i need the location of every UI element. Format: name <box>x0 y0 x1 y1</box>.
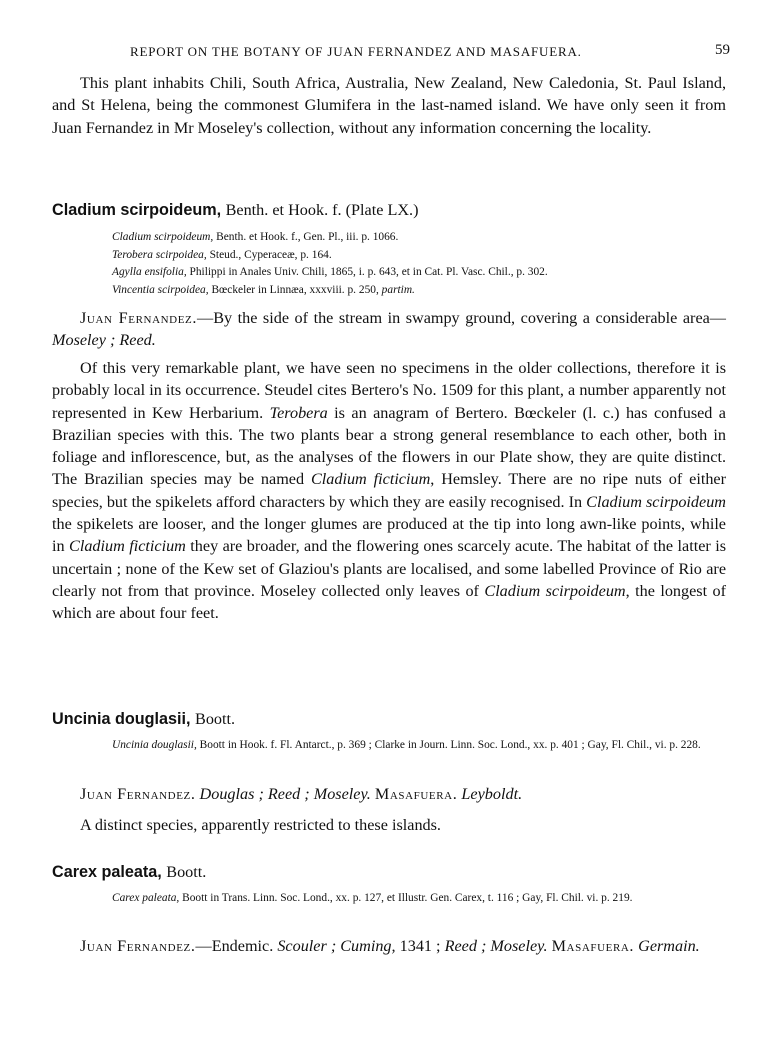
synonym-entry: Carex paleata, Boott in Trans. Linn. Soc. Lond., xx. p. 127, et Illustr. Gen. Carex, t. 116 ; Gay, Fl. Chil. vi. p. 219. <box>112 892 633 904</box>
page-number: 59 <box>715 42 730 58</box>
text-run: , Hemsley. There are no ripe nuts of either species, but the spikelets afford characters by which they are easily recognised. In <box>52 470 726 511</box>
species-heading-carex <box>52 863 206 882</box>
italic-taxon: Terobera <box>269 403 328 422</box>
locality-cladium: Juan Fernandez.—By the side of the stream in swampy ground, covering a considerable area—Moseley ; Reed. <box>52 309 726 350</box>
text-run: is an anagram of Bertero. Bœckeler (l. c.) has confused a Brazilian species with this. The two plants bear a strong general resemblance to each other, both in foliage and inflorescence, but, as the analyses of the flowers in our Plate show, they are quite distinct. The Brazilian species may be named <box>52 403 726 489</box>
locality-uncinia: Juan Fernandez. Douglas ; Reed ; Moseley. Masafuera. Leyboldt. <box>80 785 523 803</box>
synonym-entry: Vincentia scirpoidea, Bœckeler in Linnæa, xxxviii. p. 250, partim. <box>112 283 415 296</box>
synonym-entry: Cladium scirpoideum, Benth. et Hook. f., Gen. Pl., iii. p. 1066. <box>112 231 399 243</box>
text-run: the spikelets are looser, and the longer glumes are produced at the tip into long awn-like points, while in <box>52 515 726 556</box>
species-name: Uncinia douglasii, <box>52 710 191 728</box>
synonymy-carex <box>112 890 726 908</box>
italic-taxon: Cladium ficticium <box>310 470 431 489</box>
text-run: Of this very remarkable plant, we have seen no specimens in the older collections, therefore it is probably local in its occurrence. Steudel cites Bertero's No. 1509 for this plant, a number apparently not represented in Kew Herbarium. <box>52 359 726 422</box>
synonym-entry: Uncinia douglasii, Boott in Hook. f. Fl. Antarct., p. 369 ; Clarke in Journ. Linn. Soc. Lond., xx. p. 401 ; Gay, Fl. Chil., vi. p. 228. <box>112 739 701 751</box>
synonym-entry: Agylla ensifolia, Philippi in Anales Univ. Chili, 1865, i. p. 643, et in Cat. Pl. Vasc. Chil., p. 302. <box>112 266 548 278</box>
synonym-entry: Terobera scirpoidea, Steud., Cyperaceæ, p. 164. <box>112 248 332 261</box>
intro-paragraph: This plant inhabits Chili, South Africa, Australia, New Zealand, New Caledonia, St. Paul Island, and St Helena, being the commonest Glumifera in the last-named island. We have only seen it from Juan Fernandez in Mr Moseley's collection, without any information concerning the locality. <box>52 74 726 137</box>
discussion-cladium <box>52 357 726 625</box>
species-name: Carex paleata, <box>52 863 162 881</box>
note-uncinia: A distinct species, apparently restricted to these islands. <box>80 816 441 834</box>
locality-carex: Juan Fernandez.—Endemic. Scouler ; Cuming, 1341 ; Reed ; Moseley. Masafuera. Germain. <box>80 937 700 955</box>
synonymy-cladium <box>112 229 726 299</box>
species-authority: Benth. et Hook. f. (Plate LX.) <box>225 201 419 219</box>
text-run: , the longest of which are about four feet. <box>52 581 727 623</box>
running-title: REPORT ON THE BOTANY OF JUAN FERNANDEZ AND MASAFUERA. <box>130 44 582 59</box>
species-heading-uncinia <box>52 710 235 729</box>
italic-taxon: Cladium scirpoideum <box>484 581 626 600</box>
species-authority: Boott. <box>166 863 207 881</box>
species-authority: Boott. <box>195 710 236 728</box>
synonymy-uncinia <box>112 737 726 755</box>
text-run: they are broader, and the flowering ones scarcely acute. The habitat of the latter is uncertain ; none of the Kew set of Glaziou's plants are localised, and some labelled Province of Rio are clearly not from that province. Moseley collected only leaves of <box>52 537 726 600</box>
italic-taxon: Cladium ficticium <box>69 537 186 556</box>
species-name: Cladium scirpoideum, <box>52 201 222 219</box>
running-header <box>130 44 730 60</box>
italic-taxon: Cladium scirpoideum <box>586 492 726 511</box>
species-heading-cladium <box>52 201 418 220</box>
